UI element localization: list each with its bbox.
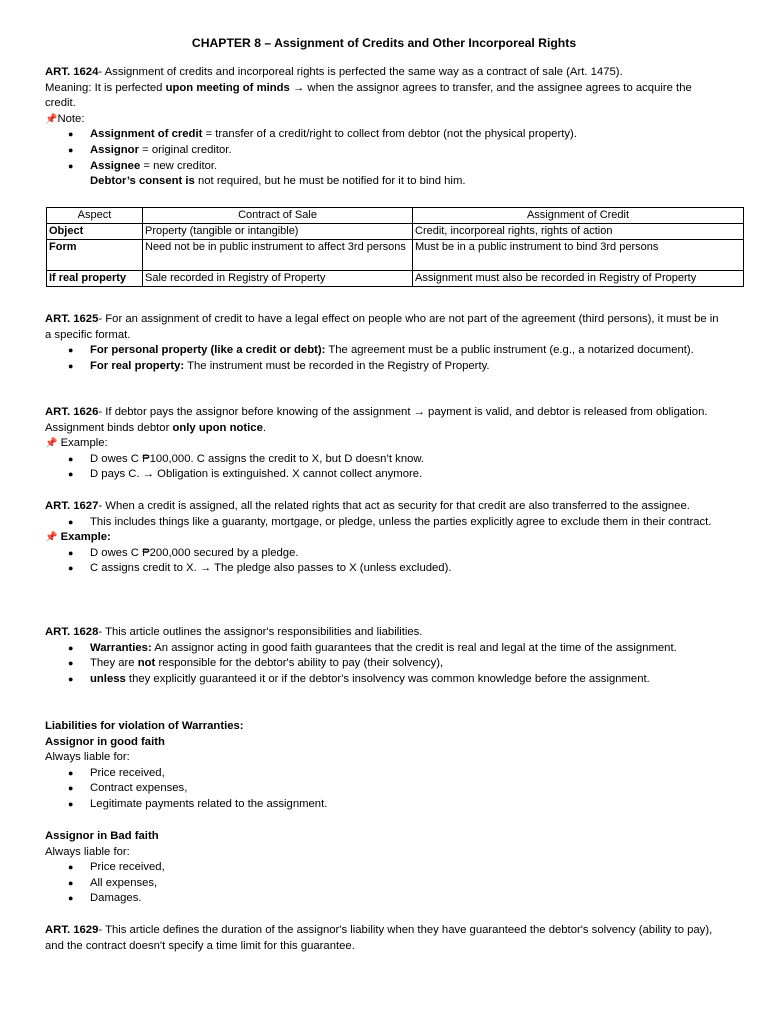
art-1627-paragraph: ART. 1627- When a credit is assigned, all the related rights that act as security for that credit are also transferred to the assignee.	[45, 500, 690, 512]
art-1625-paragraph: ART. 1625- For an assignment of credit to have a legal effect on people who are not part of the agreement (third persons), it must be in a specific format.	[45, 313, 719, 341]
list-item: ● Price received,	[45, 860, 725, 876]
list-item: ● D owes C ₱200,000 secured by a pledge.	[45, 546, 725, 562]
subheading-bad-faith: Assignor in Bad faith	[45, 830, 159, 842]
art-1629-section	[45, 923, 725, 954]
art-1629-paragraph: ART. 1629- This article defines the duration of the assignor's liability when they have guaranteed the debtor's solvency (ability to pay), and the contract doesn't specify a time limit for this guarantee.	[45, 924, 713, 952]
list-item: ● D pays C. → Obligation is extinguished. X cannot collect anymore.	[45, 467, 725, 483]
table-row	[47, 224, 744, 240]
always-liable-label: Always liable for:	[45, 845, 130, 858]
art-1626-paragraph: ART. 1626- If debtor pays the assignor before knowing of the assignment → payment is valid, and debtor is released from obligation. Assignment binds debtor only upon notice.	[45, 406, 708, 434]
list-item: ● Assignor = original creditor.	[45, 143, 725, 159]
article-number: ART. 1626	[45, 406, 99, 418]
table-cell: Sale recorded in Registry of Property	[143, 271, 413, 287]
table-cell: Assignment must also be recorded in Registry of Property	[413, 271, 744, 287]
article-number: ART. 1625	[45, 313, 99, 325]
always-liable-label: Always liable for:	[45, 751, 130, 764]
art-1628-section	[45, 625, 725, 687]
note-list	[45, 127, 725, 189]
list-item: ● For real property: The instrument must be recorded in the Registry of Property.	[45, 359, 725, 375]
list-item: ● D owes C ₱100,000. C assigns the credit to X, but D doesn’t know.	[45, 452, 725, 468]
table-row	[47, 240, 744, 271]
list-item: ● Warranties: An assignor acting in good faith guarantees that the credit is real and legal at the time of the assignment.	[45, 641, 725, 657]
table-cell: Form	[47, 240, 143, 271]
comparison-table	[46, 207, 744, 287]
section-heading: Liabilities for violation of Warranties:	[45, 720, 244, 732]
list-continuation: Debtor’s consent is not required, but he must be notified for it to bind him.	[90, 175, 466, 188]
liabilities-section	[45, 719, 725, 813]
list-item: ● Assignment of credit = transfer of a credit/right to collect from debtor (not the physical property).	[45, 127, 725, 143]
chapter-title: CHAPTER 8 – Assignment of Credits and Other Incorporeal Rights	[191, 36, 577, 50]
table-header: Aspect	[47, 208, 143, 224]
table-header-row	[47, 208, 744, 224]
list-item: ● unless they explicitly guaranteed it or if the debtor's insolvency was common knowledge before the assignment.	[45, 672, 725, 688]
art-1625-list	[45, 343, 725, 374]
art-1624-meaning: Meaning: It is perfected upon meeting of minds → when the assignor agrees to transfer, and the assignee agrees to acquire the credit.	[45, 81, 692, 110]
table-header: Contract of Sale	[143, 208, 413, 224]
note-line: 📌Note:	[45, 112, 85, 125]
bad-faith-section	[45, 829, 725, 907]
table-cell: Must be in a public instrument to bind 3rd persons	[413, 240, 744, 271]
art-1625-section	[45, 312, 725, 374]
art-1624-paragraph: ART. 1624- Assignment of credits and incorporeal rights is perfected the same way as a contract of sale (Art. 1475).	[45, 66, 623, 78]
example-line: 📌 Example:	[45, 531, 111, 544]
art-1627-list	[45, 515, 725, 531]
table-cell: Credit, incorporeal rights, rights of action	[413, 224, 744, 240]
table-cell: Need not be in public instrument to affect 3rd persons	[143, 240, 413, 271]
list-item: ● Damages.	[45, 891, 725, 907]
list-item: ● Contract expenses,	[45, 781, 725, 797]
pushpin-icon: 📌	[45, 438, 58, 450]
article-number: ART. 1624	[45, 66, 99, 78]
table-cell: Property (tangible or intangible)	[143, 224, 413, 240]
table-cell: Object	[47, 224, 143, 240]
subheading-good-faith: Assignor in good faith	[45, 735, 165, 748]
pushpin-icon: 📌	[45, 113, 58, 125]
example-line: 📌 Example:	[45, 437, 108, 450]
list-item: ● They are not responsible for the debtor's ability to pay (their solvency),	[45, 656, 725, 672]
list-item: ● Assignee = new creditor.	[45, 159, 725, 175]
list-item: ● Price received,	[45, 766, 725, 782]
good-faith-list	[45, 766, 725, 813]
example-list	[45, 546, 725, 577]
art-1626-section	[45, 405, 725, 483]
list-item: ● Legitimate payments related to the assignment.	[45, 797, 725, 813]
table-cell: If real property	[47, 271, 143, 287]
art-1624-section	[45, 65, 725, 190]
pushpin-icon: 📌	[45, 532, 58, 544]
article-number: ART. 1628	[45, 626, 99, 638]
bad-faith-list	[45, 860, 725, 907]
art-1628-paragraph: ART. 1628- This article outlines the assignor's responsibilities and liabilities.	[45, 626, 423, 638]
art-1628-list	[45, 641, 725, 688]
article-number: ART. 1627	[45, 500, 99, 512]
table-row	[47, 271, 744, 287]
list-item: ● For personal property (like a credit or debt): The agreement must be a public instrument (e.g., a notarized document).	[45, 343, 725, 359]
list-item: ● C assigns credit to X. → The pledge also passes to X (unless excluded).	[45, 561, 725, 577]
article-number: ART. 1629	[45, 924, 99, 936]
example-list	[45, 452, 725, 483]
art-1627-section	[45, 499, 725, 577]
table-header: Assignment of Credit	[413, 208, 744, 224]
list-item: ● All expenses,	[45, 876, 725, 892]
list-item: ● This includes things like a guaranty, mortgage, or pledge, unless the parties explicitly agree to exclude them in their contract.	[45, 515, 725, 531]
